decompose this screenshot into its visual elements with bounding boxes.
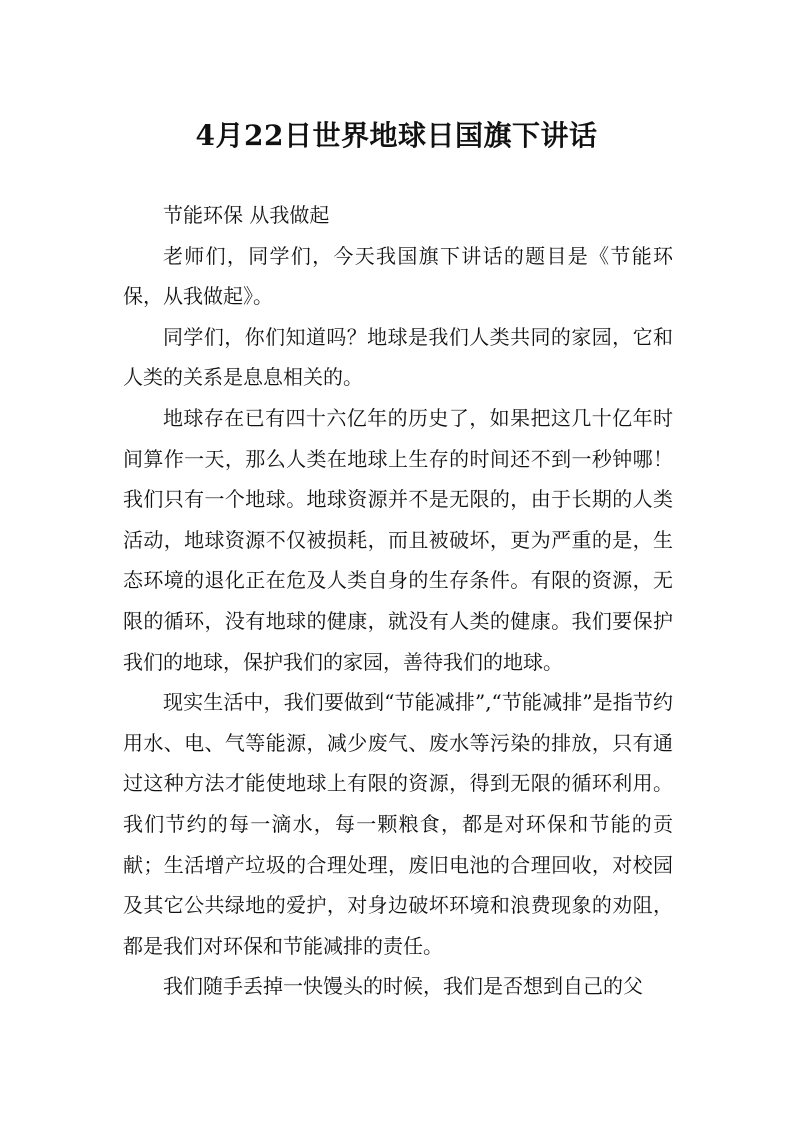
page-title: 4月22日世界地球日国旗下讲话 xyxy=(195,118,598,152)
subtitle-paragraph: 节能环保 从我做起 xyxy=(163,203,330,227)
paragraph: 地球存在已有四十六亿年的历史了，如果把这几十亿年时间算作一天，那么人类在地球上生存的时间还不到一秒钟哪！我们只有一个地球。地球资源并不是无限的，由于长期的人类活动，地球资源不仅被损耗，而且被破坏，更为严重的是，生态环境的退化正在危及人类自身的生存条件。有限的资源，无限的循环，没有地球的健康，就没有人类的健康。我们要保护我们的地球，保护我们的家园，善待我们的地球。 xyxy=(123,405,673,674)
paragraph: 现实生活中，我们要做到“节能减排”,“节能减排”是指节约用水、电、气等能源，减少废气、废水等污染的排放，只有通过这种方法才能使地球上有限的资源，得到无限的循环利用。 我们节约的每一滴水，每一颗粮食，都是对环保和节能的贡献；生活增产垃圾的合理处理，废旧电池的合理回收，对校园及其它公共绿地的爱护，对身边破坏环境和浪费现象的劝阻，都是我们对环保和节能减排的责任。 xyxy=(123,690,673,958)
paragraph: 同学们，你们知道吗？地球是我们人类共同的家园，它和人类的关系是息息相关的。 xyxy=(123,324,673,390)
paragraph: 老师们，同学们，今天我国旗下讲话的题目是《节能环保，从我做起》。 xyxy=(123,243,673,309)
paragraph: 我们随手丢掉一快馒头的时候，我们是否想到自己的父 xyxy=(163,974,643,999)
document-body xyxy=(123,195,673,1007)
